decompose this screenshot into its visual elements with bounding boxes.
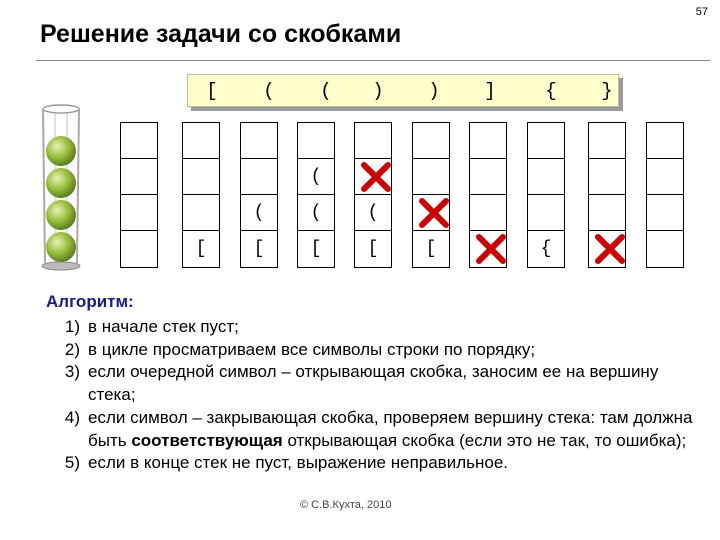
algorithm-list [30, 316, 700, 475]
step-text: если символ – закрывающая скобка, проверяем вершину стека: там должна быть [88, 407, 693, 450]
stack-cell [647, 123, 683, 159]
page-title: Решение задачи со скобками [40, 20, 402, 48]
algorithm-step [30, 316, 700, 339]
error-cross-icon [474, 232, 508, 266]
stack-cell: [ [195, 239, 207, 259]
stack-cell: { [540, 239, 552, 259]
algorithm-title: Алгоритм: [46, 292, 134, 311]
stack-cell: ( [298, 159, 334, 195]
stack-tube-icon [35, 103, 87, 273]
stack-cell [647, 231, 683, 267]
stack-cell [528, 159, 564, 195]
stack-cell: ( [241, 195, 277, 231]
step-number: 3) [64, 362, 80, 382]
stack-column [354, 122, 392, 268]
sequence-char: ) [428, 80, 440, 102]
title-divider [36, 60, 710, 61]
stack-cell: ( [355, 195, 391, 231]
stack-column [240, 122, 278, 268]
step-number: 1) [64, 317, 80, 336]
stack-cell [589, 159, 625, 195]
stack-cell: [ [253, 239, 265, 259]
stack-cell [470, 195, 506, 231]
stack-cell [528, 123, 564, 159]
step-text: если очередной символ – открывающая скобка, заносим ее на вершину стека; [88, 362, 659, 405]
algorithm-step [30, 361, 700, 406]
step-text: в начале стек пуст; [88, 317, 239, 336]
copyright-footer: © С.В.Кухта, 2010 [300, 499, 392, 511]
error-cross-icon [417, 196, 451, 230]
stack-cell [183, 123, 219, 159]
stack-cell [413, 159, 449, 195]
stack-cell [183, 159, 219, 195]
sequence-char: ( [320, 80, 332, 102]
error-cross-icon [359, 160, 393, 194]
step-number: 4) [64, 407, 80, 427]
step-text: открывающая скобка (если это не так, то ошибка); [282, 430, 687, 450]
step-number: 2) [64, 339, 80, 359]
stack-column [527, 122, 565, 268]
sequence-char: } [601, 80, 613, 102]
stack-column [588, 122, 626, 268]
stack-cell [183, 195, 219, 231]
step-emphasis: соответствующая [131, 430, 283, 450]
stack-cell: [ [310, 239, 322, 259]
stack-cell [241, 123, 277, 159]
step-text: в цикле просматриваем все символы строки по порядку; [88, 339, 536, 359]
stack-column [120, 122, 158, 268]
stack-cell [121, 231, 157, 267]
stack-cell [528, 195, 564, 231]
stack-cell [470, 123, 506, 159]
stack-cell [355, 123, 391, 159]
bracket-sequence [187, 74, 619, 107]
stack-cell [647, 159, 683, 195]
slide-number: 57 [695, 6, 708, 18]
sequence-char: ( [263, 80, 275, 102]
stack-cell: ( [298, 195, 334, 231]
stack-column [469, 122, 507, 268]
error-cross-icon [593, 232, 627, 266]
algorithm-step [30, 339, 700, 362]
stack-cell: [ [425, 239, 437, 259]
sequence-char: ] [484, 80, 496, 102]
sequence-char: ) [372, 80, 384, 102]
stack-cell [121, 123, 157, 159]
stack-column [182, 122, 220, 268]
stack-column [646, 122, 684, 268]
sequence-char: { [545, 80, 557, 102]
step-text: если в конце стек не пуст, выражение неправильное. [88, 453, 509, 473]
stack-cell [470, 159, 506, 195]
stack-cell [241, 159, 277, 195]
sequence-char: [ [206, 80, 218, 102]
stack-cell [121, 159, 157, 195]
stack-cell [589, 123, 625, 159]
stack-column [297, 122, 335, 268]
algorithm-step [30, 407, 700, 452]
stack-cell [413, 123, 449, 159]
stack-cell [121, 195, 157, 231]
stack-cell [589, 195, 625, 231]
stack-cell: [ [367, 239, 379, 259]
algorithm-step [30, 452, 700, 475]
stack-column [412, 122, 450, 268]
step-number: 5) [64, 453, 80, 473]
stack-cell [298, 123, 334, 159]
stack-cell [647, 195, 683, 231]
